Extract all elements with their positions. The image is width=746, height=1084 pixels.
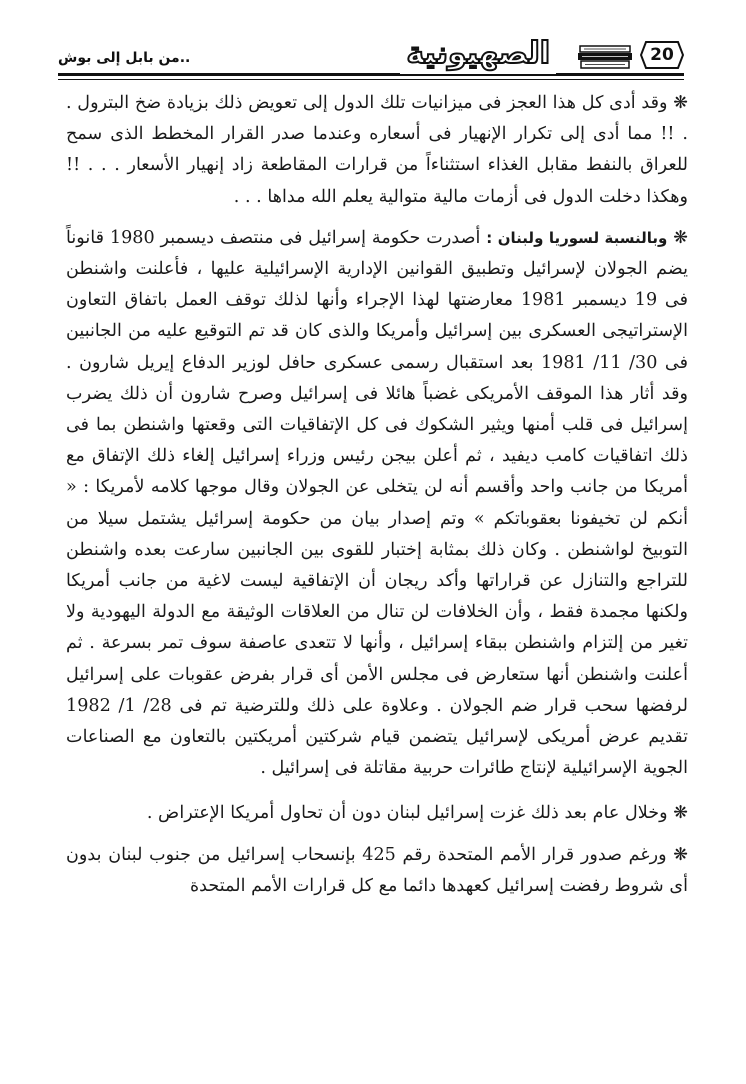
paragraph-text: وقد أدى كل هذا العجز فى ميزانيات تلك الدول إلى تعويض ذلك بزيادة ضخ البترول . . !! مما أدى إلى تكرار الإنهيار فى أسعاره وعندما صدر القرار المخطط الذى سمح للعراق بالنفط مقابل الغذاء استثناءاً من قرارات المقاطعة زاد إنهيار الأسعار . . . !! وهكذا دخلت الدول فى أزمات مالية متوالية يعلم الله مداها . . . — [66, 93, 688, 207]
paragraph — [66, 88, 688, 213]
header-rule-thick — [58, 73, 684, 76]
paragraph — [66, 223, 688, 785]
series-title: الصهيونية — [400, 34, 556, 74]
paragraph-text: ورغم صدور قرار الأمم المتحدة رقم 425 بإنسحاب إسرائيل من جنوب لبنان بدون أى شروط رفضت إسرائيل كعهدها دائما مع كل قرارات الأمم المتحدة — [66, 844, 688, 896]
header-rule-thin — [58, 79, 684, 80]
asterisk-bullet-icon: ❋ — [673, 844, 688, 865]
paragraph-text: وخلال عام بعد ذلك غزت إسرائيل لبنان دون أن تحاول أمريكا الإعتراض . — [146, 803, 668, 824]
asterisk-bullet-icon: ❋ — [673, 803, 688, 824]
asterisk-bullet-icon: ❋ — [673, 227, 688, 248]
page-number: 20 — [650, 45, 674, 65]
series-subtitle: ..من بابل إلى بوش — [58, 46, 194, 70]
body-text — [66, 88, 688, 912]
page-header — [58, 38, 684, 80]
paragraph — [66, 798, 688, 829]
paragraph-text: أصدرت حكومة إسرائيل فى منتصف ديسمبر 1980 قانوناً يضم الجولان لإسرائيل وتطبيق القوانين الإدارية الإسرائيلية عليها ، فأعلنت واشنطن فى 19 ديسمبر 1981 معارضتها لهذا الإجراء وأنها لذلك توقف العمل باتفاق التعاون الإستراتيجى العسكرى بين إسرائيل وأمريكا والذى كان قد تم التوقيع عليه من الجانبين فى 30/ 11/ 1981 بعد استقبال رسمى عسكرى حافل لوزير الدفاع إيريل شارون . وقد أثار هذا الموقف الأمريكى غضباً هائلا فى إسرائيل وصرح شارون أن ذلك يضرب إسرائيل فى قلب أمنها ويثير الشكوك فى كل الإتفاقيات التى وقعتها واشنطن بما فى ذلك اتفاقيات كامب ديفيد ، ثم أعلن بيجن رئيس وزراء إسرائيل إلغاء ذلك الإتفاق مع أمريكا من جانب واحد وأقسم أنه لن يتخلى عن الجولان وقال موجها كلامه لأمريكا : « أنكم لن تخيفونا بعقوباتكم » وتم إصدار بيان من حكومة إسرائيل يشتمل سيلا من التوبيخ لواشنطن . وكان ذلك بمثابة إختبار للقوى بين الجانبين سارعت بعده واشنطن للتراجع والتنازل عن قراراتها وأكد ريجان أن الإتفاقية ليست لاغية من جانب أمريكا ولكنها مجمدة فقط ، وأن الخلافات لن تنال من العلاقات الوثيقة مع الدولة اليهودية ولا تغير من إلتزام واشنطن ببقاء إسرائيل ، وأنها لا تتعدى عاصفة سوف تمر بسرعة . ثم أعلنت واشنطن أنها ستعارض فى مجلس الأمن أى قرار بفرض عقوبات على إسرائيل لرفضها سحب قرار ضم الجولان . وعلاوة على ذلك وللترضية تم فى 28/ 1/ 1982 تقديم عرض أمريكى لإسرائيل يتضمن قيام شركتين أمريكتين بالتعاون مع الصناعات الجوية الإسرائيلية لإنتاج طائرات حربية مقاتلة فى إسرائيل . — [66, 227, 688, 779]
book-stack-icon — [576, 42, 634, 72]
paragraph-lead: وبالنسبة لسوريا ولبنان : — [486, 228, 668, 247]
paragraph — [66, 840, 688, 902]
page-number-badge — [640, 40, 684, 70]
asterisk-bullet-icon: ❋ — [673, 93, 688, 113]
